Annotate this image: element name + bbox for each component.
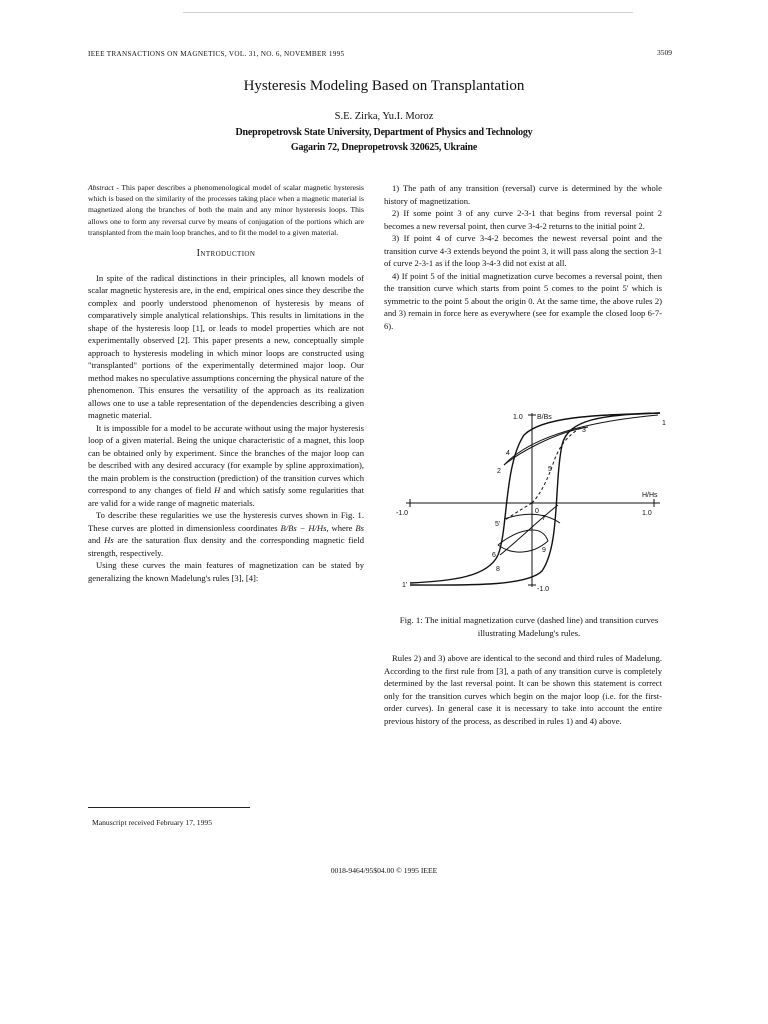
abstract-text: - This paper describes a phenomenological model of scalar magnetic hysteresis which is based on the similarity of the processes taking place when a magnetic material is magnetized along the branches of both the main and any minor hysteresis loops. This allows one to form any reversal curve by means of conjugation of the portions which are transplanted from the main loop branches, and to fit the model to a given material.: [88, 183, 364, 237]
y-axis-label: B/Bs: [537, 414, 552, 421]
top-border-line: [183, 12, 633, 13]
intro-paragraph-3: To describe these regularities we use the hysteresis curves shown in Fig. 1. These curves are plotted in dimensionless coordinates B/Bs − H/Hs, where Bs and Hs are the saturation flux density and the corresponding magnetic field strength, respectively.: [88, 510, 364, 558]
rule-1: 1) The path of any transition (reversal) curve is determined by the whole history of magnetization.: [384, 183, 662, 206]
point-label-9: 9: [542, 547, 546, 554]
point-label-2: 2: [497, 468, 501, 475]
y-top-label: 1.0: [513, 414, 523, 421]
rule-2: 2) If some point 3 of any curve 2-3-1 that begins from reversal point 2 becomes a new reversal point, then curve 3-4-2 returns to the initial point 2.: [384, 208, 662, 231]
affiliation-line-2: Gagarin 72, Dnepropetrovsk 320625, Ukraine: [290, 142, 478, 153]
x-right-label: 1.0: [642, 510, 652, 517]
point-label-8: 8: [496, 566, 500, 573]
copyright-line: 0018-9464/95$04.00 © 1995 IEEE: [330, 866, 438, 875]
point-label-1: 1: [662, 420, 666, 427]
page-number: 3509: [657, 48, 672, 57]
initial-magnetization-curve-negative: [504, 503, 532, 521]
math-H: H: [214, 485, 221, 496]
math-coordinates: B/Bs − H/Hs: [280, 522, 327, 533]
abstract: [88, 182, 364, 238]
x-left-label: -1.0: [396, 510, 409, 517]
rule-4: 4) If point 5 of the initial magnetization curve becomes a reversal point, then the transition curve which starts from point 5 comes to the point 5' which is symmetric to the point 5 about the origin 0. At the same time, the above rules 2) and 3) remain in force here as everywhere (see for example the closed loop 6-7-6).: [384, 270, 662, 331]
right-column-bottom: [384, 652, 662, 727]
footnote: Manuscript received February 17, 1995: [92, 818, 212, 827]
transition-curve-6-7: [498, 530, 548, 545]
footnote-rule: [88, 807, 250, 808]
abstract-lead: Abstract: [88, 183, 114, 192]
right-column-top: [384, 182, 662, 332]
point-label-3: 3: [582, 427, 586, 434]
hysteresis-plot: [392, 405, 672, 605]
figure-caption: Fig. 1: The initial magnetization curve (dashed line) and transition curves illustrating Madelung's rules.: [399, 615, 659, 638]
major-loop-ascending: [410, 413, 660, 583]
point-label-6: 6: [492, 552, 496, 559]
intro-paragraph-4: Using these curves the main features of magnetization can be stated by generalizing the known Madelung's rules [3], [4]:: [88, 560, 364, 583]
point-label-4: 4: [506, 450, 510, 457]
point-label-7: 7: [542, 515, 546, 522]
rule-3: 3) If point 4 of curve 3-4-2 becomes the newest reversal point and the transition curve 4-3 extends beyond the point 3, it will pass along the section 3-1 of curve 2-3-1 as if the loop 3-4-3 did not exist at all.: [384, 233, 662, 268]
point-label-5-prime: 5': [495, 521, 501, 528]
major-loop-descending: [410, 413, 660, 585]
transition-curve-3-4-2: [504, 427, 588, 465]
x-axis-label: H/Hs: [642, 492, 658, 499]
figure-1-hysteresis-curves: [392, 405, 672, 605]
authors: S.E. Zirka, Yu.I. Moroz: [334, 111, 434, 122]
y-bottom-label: -1.0: [537, 586, 550, 593]
math-Bs: Bs: [355, 522, 364, 533]
transition-curve-2-3-1: [504, 415, 658, 465]
left-column: [88, 182, 364, 584]
math-Hs: Hs: [104, 535, 114, 546]
running-head: IEEE TRANSACTIONS ON MAGNETICS, VOL. 31, NO. 6, NOVEMBER 1995: [88, 50, 345, 58]
point-label-5: 5: [548, 466, 552, 473]
paper-title: Hysteresis Modeling Based on Transplantation: [243, 78, 525, 94]
point-label-1-prime: 1': [402, 582, 408, 589]
affiliation-line-1: Dnepropetrovsk State University, Department of Physics and Technology: [235, 127, 533, 138]
section-heading-introduction: Introduction: [196, 248, 256, 260]
rules-discussion: Rules 2) and 3) above are identical to the second and third rules of Madelung. According to the first rule from [3], a path of any transition curve is completely determined by the last reversal point. It can be shown this statement is correct only for the transition curves which begin on the major loop (i.e. for the first-order curves). In general case it is necessary to take into account the entire previous history of the process, as described in rules 1) and 4) above.: [384, 653, 662, 726]
point-label-0: 0: [535, 508, 539, 515]
intro-paragraph-2: It is impossible for a model to be accurate without using the major hysteresis loop of a given material. Being the unique characteristic of a magnet, this loop can be obtained only by experiment. Since the branches of the major loop can be described with any desired accuracy (for example by spline approximation), the main problem is the construction (prediction) of the transition curves which correspond to any changes of field H and which satisfy some regularities that are valid for a wide range of magnetic materials.: [88, 422, 365, 508]
intro-paragraph-1: In spite of the radical distinctions in their principles, all known models of scalar magnetic hysteresis are, in the end, empirical ones since they describe the complex and poorly understood phenomenon of hysteresis by means of comparatively simple analytical relationships. This results in limitations in the shape of the hysteresis loop [1], or leads to model properties which are not experimentally observed [2]. This paper presents a new, conceptually simple approach to hysteresis modeling in which minor loops are constructed using "transplanted" portions of the experimentally determined major loop. Our method makes no speculative assumptions concerning the physical nature of the phenomenon. This ensures the versatility of the approach as its realization allows one to use a table representation of the dependencies describing a given magnetic material.: [88, 272, 364, 421]
